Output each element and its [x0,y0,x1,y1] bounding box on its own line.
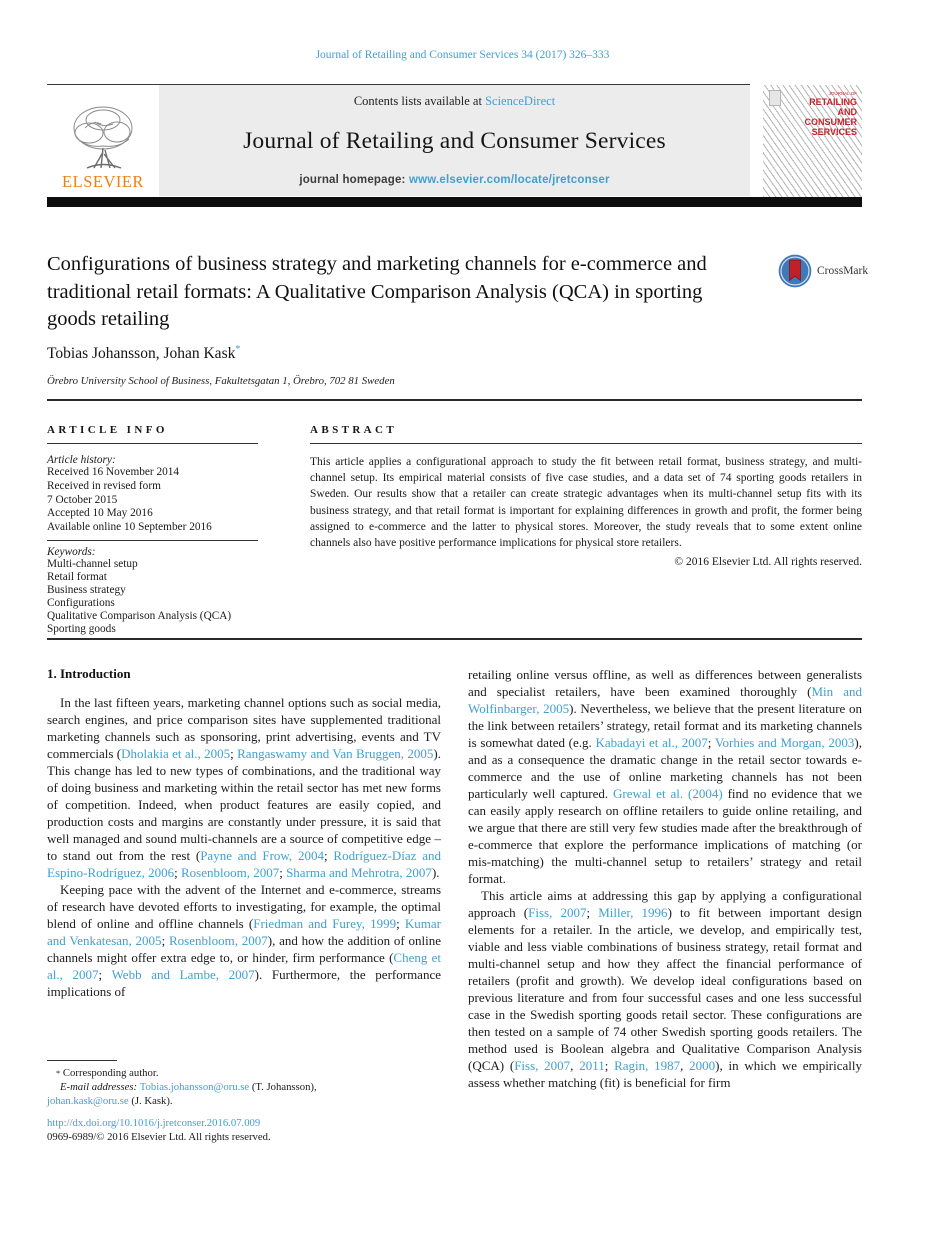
corresponding-author-text: Corresponding author. [60,1067,159,1079]
sciencedirect-link[interactable]: ScienceDirect [485,94,556,108]
keyword-item: Business strategy [47,584,126,596]
article-history-label: Article history: [47,454,116,466]
header-divider-bar [47,197,862,207]
text-run: , [570,1058,580,1073]
text-run: , [680,1058,690,1073]
contents-prefix: Contents lists available at [353,94,486,108]
text-run: ; [161,933,169,948]
article-history-block [47,454,262,535]
text-run: retailing online versus offline, as well as differences between generalists and specialist retailers, have been examined thoroughly ( [468,667,862,699]
citation-link[interactable]: Dholakia et al., 2005 [121,746,231,761]
text-run: ). [431,865,440,880]
cover-title-line: SERVICES [811,127,857,137]
text-run: ) to fit between important design elements for a retailer. In the article, we develop, and empirically test, viable and less viable combinations of business strategy, retail format and multi-channel setup and how they affect the financial performance of retailers (profit and growth). We develop ideal configurations based on previous literature and from four successful cases and one less successful case in the Swedish sporting goods retail sector. These configurations are then tested on a sample of 74 other Swedish sporting goods retailers. The method used is Boolean algebra and Qualitative Comparison Analysis (QCA) ( [468,905,862,1073]
article-title: Configurations of business strategy and marketing channels for e-commerce and traditional retail formats: A Qualitative Comparison Analysis (QCA) in sporting goods retailing [47,253,707,330]
keyword-item: Multi-channel setup [47,558,138,570]
email-line-2 [47,1095,441,1109]
homepage-line [299,174,609,186]
text-run: ), and how the addition of online channels might offer extra edge to, or hinder, firm performance ( [47,933,441,965]
cover-title-line: AND [837,107,857,117]
crossmark-badge[interactable] [778,254,870,288]
footnote-asterisk: * [56,1068,61,1078]
journal-cover-thumbnail [763,85,862,197]
citation-link[interactable]: Webb and Lambe, 2007 [111,967,255,982]
elsevier-logo [47,85,159,196]
keywords-block [47,546,262,636]
paragraph [468,666,862,887]
crossmark-label: CrossMark [817,265,869,277]
abstract-text: This article applies a configurational approach to study the fit between retail format, business strategy, and multi-channel setup. Its empirical material consists of five case studies, and a data set of 74 sporting goods retailers in Sweden. Our results show that a retailer can create strategic advantages when its multi-channel setup fits with its business strategy, and that retail format is important for explaining differences in growth and profit, the former being assigned to e-commerce and the latter to physical stores. Moreover, the study reveals that to some extent online channels also have positive performance implications for physical store retailers. [310,456,862,550]
keyword-item: Configurations [47,597,115,609]
keyword-item: Qualitative Comparison Analysis (QCA) [47,610,232,622]
text-run: Keeping pace with the advent of the Internet and e-commerce, streams of research have devoted efforts to investigating, for example, the optimal blend of online and offline channels ( [47,882,441,931]
keywords-list [47,558,262,636]
citation-link[interactable]: Vorhies and Morgan, 2003 [714,735,855,750]
elsevier-wordmark: ELSEVIER [62,172,144,191]
text-run: (T. Johansson), [249,1080,317,1093]
abstract-heading: ABSTRACT [310,424,398,436]
history-item: Received 16 November 2014 [47,466,180,478]
journal-header-box [47,85,750,196]
citation-link[interactable]: Rangaswamy and Van Bruggen, 2005 [237,746,434,761]
citation-link[interactable]: Tobias.johansson@oru.se [139,1080,250,1093]
introduction-heading: 1. Introduction [47,666,131,681]
keywords-label: Keywords: [47,546,96,558]
text-run: ). This change has led to new types of combinations, and the traditional way of doing business and marketing within the retail sector has met new forms of competition. Indeed, when product features are easily copied, and production costs and margins are constantly under pressure, it is said that well managed and sound multi-channels are a source of competitive edge – to stand out from the rest ( [47,746,441,863]
abstract-heading-rule [310,443,862,444]
homepage-link[interactable]: www.elsevier.com/locate/jretconser [408,174,610,186]
email-line-1 [47,1081,441,1095]
copyright-line: © 2016 Elsevier Ltd. All rights reserved. [674,556,862,569]
cover-title-line: RETAILING [809,97,857,107]
history-keywords-rule [47,540,258,541]
article-info-heading-rule [47,443,258,444]
homepage-prefix: journal homepage: [299,174,409,186]
citation-link[interactable]: Kabadayi et al., 2007 [595,735,708,750]
footnote-divider [47,1060,117,1061]
text-run: ; [279,865,287,880]
footnote-block [47,1060,441,1145]
text-run: ; [98,967,112,982]
text-run: find no evidence that we can easily apply research on offline retailers to guide online retailing, and we argue that there are still very few studies made after the breakthrough of e-commerce that explore the performance implications of matching (or mis-matching) the multi-channel setup to retailers’ strategy and retail format. [468,786,862,886]
elsevier-tree-icon [65,102,141,174]
citation-link[interactable]: Min and Wolfinbarger, 2005 [468,684,862,716]
citation-link[interactable]: 2000 [689,1058,716,1073]
citation-link[interactable]: 2011 [579,1058,605,1073]
citation-link[interactable]: Friedman and Furey, 1999 [253,916,397,931]
paragraph [47,881,441,1000]
history-item: Available online 10 September 2016 [47,521,212,534]
cover-elsevier-emblem-icon [769,90,781,106]
citation-link[interactable]: Rosenbloom, 2007 [180,865,280,880]
text-run: (J. Kask). [128,1094,173,1107]
abstract-body-divider [47,638,862,640]
title-section-divider [47,399,862,401]
text-run: ; [174,865,181,880]
header-center [159,85,750,196]
issn-copyright-line: 0969-6989/© 2016 Elsevier Ltd. All rights reserved. [47,1131,271,1144]
text-run: ; [604,1058,615,1073]
citation-link[interactable]: Payne and Frow, 2004 [200,848,324,863]
article-history-list [47,466,262,535]
journal-citation: Journal of Retailing and Consumer Services 34 (2017) 326–333 [315,49,610,61]
history-item: Received in revised form [47,479,161,492]
text-run: ), in which we empirically assess whether matching (fit) is beneficial for firm [468,1058,863,1090]
history-item: Accepted 10 May 2016 [47,507,153,520]
keyword-item: Sporting goods [47,623,116,635]
author-names: Tobias Johansson, Johan Kask [47,345,236,363]
cover-title-line: CONSUMER [804,117,857,127]
affiliation: Örebro University School of Business, Fakultetsgatan 1, Örebro, 702 81 Sweden [47,375,395,387]
crossmark-icon [778,254,812,288]
cover-title [804,91,857,137]
paragraph [468,887,862,1091]
citation-link[interactable]: Rodríguez-Díaz and Espino-Rodríguez, 2006 [47,848,441,880]
intro-column-left [47,694,441,1000]
abstract-block [310,454,862,570]
text-run: ; [586,905,599,920]
text-run: E-mail addresses: [60,1080,140,1093]
contents-line [354,94,555,109]
citation-link[interactable]: Fiss, 2007 [514,1058,571,1073]
text-run: ), and as a consequence the dramatic change in the retail sector towards e-commerce and the use of online marketing channels has not been particularly well captured. [468,735,862,801]
text-run: ; [323,848,334,863]
doi-link[interactable]: http://dx.doi.org/10.1016/j.jretconser.2016.07.009 [47,1117,261,1130]
text-run: ). Nevertheless, we believe that the present literature on the link between retailers’ strategy, retail format and its marketing channels is somewhat dated (e.g. [468,701,862,750]
keyword-item: Retail format [47,571,107,583]
text-run: ; [230,746,238,761]
citation-link[interactable]: Sharma and Mehrotra, 2007 [286,865,432,880]
text-run: ; [707,735,715,750]
article-info-heading: ARTICLE INFO [47,424,168,436]
citation-link[interactable]: Grewal et al. (2004) [613,786,723,801]
cover-title-line: JOURNAL OF [828,91,857,96]
history-item: 7 October 2015 [47,493,118,506]
text-run: ; [396,916,405,931]
paragraph [47,694,441,881]
citation-link[interactable]: Rosenbloom, 2007 [168,933,268,948]
corresponding-author-asterisk[interactable]: * [235,344,241,355]
citation-link[interactable]: Kumar and Venkatesan, 2005 [47,916,442,948]
text-run: In the last fifteen years, marketing channel options such as social media, search engines, and price comparison sites have supplemented traditional marketing channels such as sponsoring, print advertising, events and TV commercials ( [47,695,441,761]
intro-column-right [468,666,862,1091]
corresponding-author-note [47,1067,441,1081]
text-run: ). Furthermore, the performance implications of [47,967,441,999]
journal-title: Journal of Retailing and Consumer Services [243,128,666,154]
authors-line [47,344,240,363]
citation-link[interactable]: Miller, 1996 [598,905,668,920]
citation-link[interactable]: Cheng et al., 2007 [47,950,441,982]
citation-link[interactable]: Fiss, 2007 [528,905,587,920]
text-run: This article aims at addressing this gap by applying a configurational approach ( [468,888,862,920]
citation-link[interactable]: johan.kask@oru.se [47,1094,129,1107]
citation-link[interactable]: Ragin, 1987 [614,1058,681,1073]
